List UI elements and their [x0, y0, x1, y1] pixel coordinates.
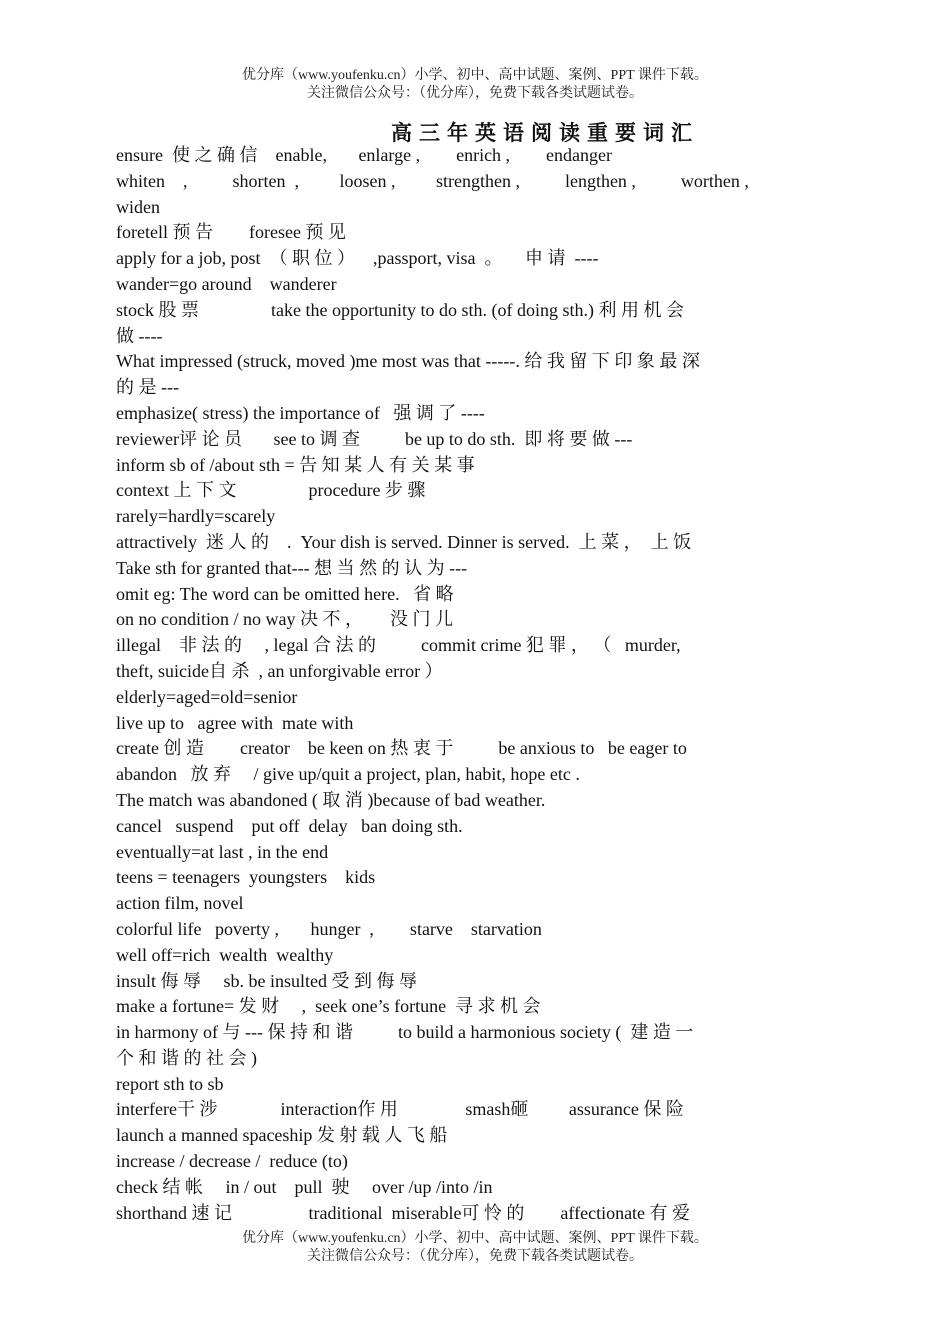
text-line: whiten , shorten , loosen , strengthen , lengthen , worthen , — [116, 170, 749, 191]
text-line: make a fortune= 发 财 , seek one’s fortune 寻 求 机 会 — [116, 996, 541, 1017]
text-line: interfere干 涉 interaction作 用 smash砸 assurance 保 险 — [116, 1099, 684, 1120]
text-line: apply for a job, post （ 职 位 ） ,passport, visa 。 申 请 ---- — [116, 248, 599, 269]
text-line: The match was abandoned ( 取 消 )because of bad weather. — [116, 789, 546, 810]
text-line: rarely=hardly=scarely — [116, 506, 276, 527]
text-line: on no condition / no way 决 不 ， 没 门 儿 — [116, 609, 453, 630]
text-line: 个 和 谐 的 社 会 ) — [116, 1047, 257, 1068]
text-line: live up to agree with mate with — [116, 712, 354, 733]
text-line: illegal 非 法 的 , legal 合 法 的 commit crime 犯 罪 ， （ murder, — [116, 635, 681, 656]
text-line: attractively 迷 人 的 . Your dish is served. Dinner is served. 上 菜 ， 上 饭 — [116, 531, 692, 552]
page-header — [0, 67, 950, 103]
text-line: shorthand 速 记 traditional miserable可 怜 的 affectionate 有 爱 — [116, 1202, 691, 1223]
text-line: widen — [116, 196, 160, 217]
text-line: reviewer评 论 员 see to 调 查 be up to do sth. 即 将 要 做 --- — [116, 428, 633, 449]
header-line-2: 关注微信公众号：（优分库），免费下载各类试题试卷。 — [307, 86, 643, 101]
text-line: Take sth for granted that--- 想 当 然 的 认 为 --- — [116, 557, 468, 578]
text-line: theft, suicide自 杀 , an unforgivable error ） — [116, 660, 443, 681]
text-line: eventually=at last , in the end — [116, 841, 329, 862]
text-line: teens = teenagers youngsters kids — [116, 867, 376, 888]
text-line: colorful life poverty , hunger , starve starvation — [116, 918, 542, 939]
text-line: inform sb of /about sth = 告 知 某 人 有 关 某 事 — [116, 454, 475, 475]
footer-line-1: 优分库（www.youfenku.cn）小学、初中、高中试题、案例、PPT 课件下载。 — [242, 1231, 708, 1246]
text-line: 做 ---- — [116, 325, 163, 346]
text-line: What impressed (struck, moved )me most was that -----. 给 我 留 下 印 象 最 深 — [116, 351, 700, 372]
text-line: context 上 下 文 procedure 步 骤 — [116, 480, 426, 501]
text-line: increase / decrease / reduce (to) — [116, 1151, 348, 1172]
text-line: 的 是 --- — [116, 377, 179, 398]
text-line: launch a manned spaceship 发 射 载 人 飞 船 — [116, 1125, 448, 1146]
text-line: create 创 造 creator be keen on 热 衷 于 be anxious to be eager to — [116, 738, 687, 759]
text-line: stock 股 票 take the opportunity to do sth. (of doing sth.) 利 用 机 会 — [116, 299, 684, 320]
text-line: omit eg: The word can be omitted here. 省 略 — [116, 583, 454, 604]
text-line: emphasize( stress) the importance of 强 调 了 ---- — [116, 402, 485, 423]
text-line: wander=go around wanderer — [116, 273, 337, 294]
text-line: ensure 使 之 确 信 enable, enlarge , enrich , endanger — [116, 145, 613, 165]
document-title: 高三年英语阅读重要词汇 — [391, 121, 699, 145]
header-line-1: 优分库（www.youfenku.cn）小学、初中、高中试题、案例、PPT 课件下载。 — [242, 68, 708, 83]
text-line: action film, novel — [116, 893, 244, 914]
text-line: well off=rich wealth wealthy — [116, 944, 334, 965]
text-line: foretell 预 告 foresee 预 见 — [116, 222, 346, 243]
text-line: report sth to sb — [116, 1073, 224, 1094]
text-line: insult 侮 辱 sb. be insulted 受 到 侮 辱 — [116, 970, 417, 991]
text-line: elderly=aged=old=senior — [116, 686, 298, 707]
footer-line-2: 关注微信公众号：（优分库），免费下载各类试题试卷。 — [307, 1249, 643, 1264]
text-line: cancel suspend put off delay ban doing sth. — [116, 815, 463, 836]
text-line: check 结 帐 in / out pull 驶 over /up /into /in — [116, 1176, 493, 1197]
page-footer — [0, 1230, 950, 1266]
vocabulary-body — [116, 143, 836, 1226]
text-line: in harmony of 与 --- 保 持 和 谐 to build a harmonious society ( 建 造 一 — [116, 1022, 694, 1043]
text-line: abandon 放 弃 / give up/quit a project, plan, habit, hope etc . — [116, 764, 580, 785]
